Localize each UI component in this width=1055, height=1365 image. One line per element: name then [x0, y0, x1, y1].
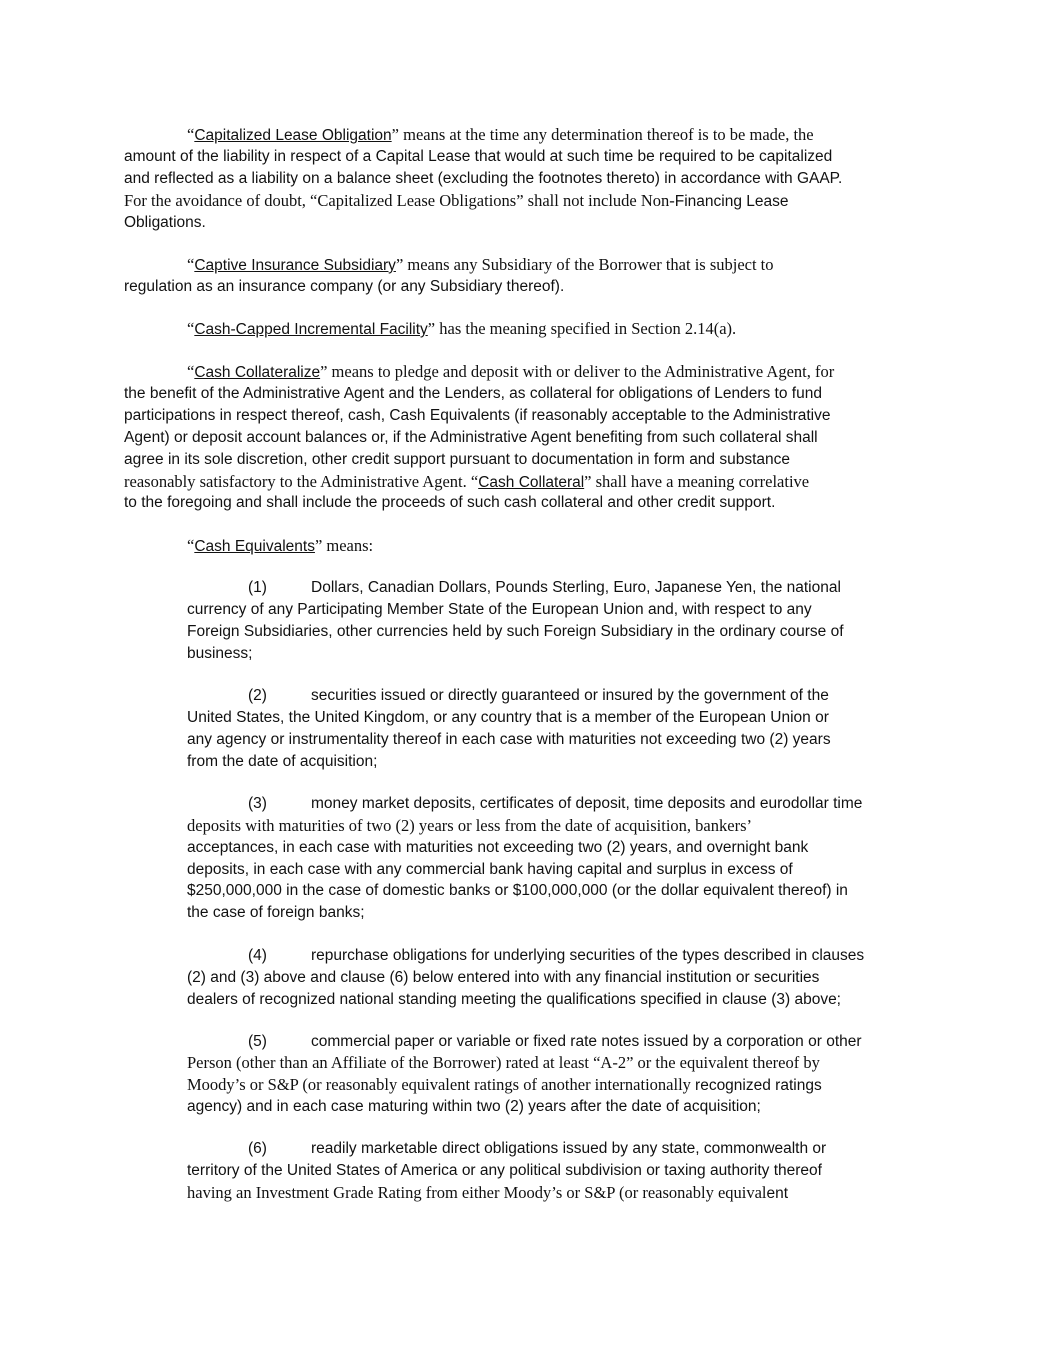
text-run: having an Investment Grade Rating from either Moody’s or S&P (or reasonably equival: [187, 1183, 767, 1202]
list-item-line: [187, 880, 848, 902]
text-run: Moody’s or S&P (or reasonably equivalent ratings of another internationally: [187, 1075, 696, 1094]
text-run: ent: [766, 1185, 789, 1202]
text-run: agree in its sole discretion, other credit support pursuant to documentation in form and substance: [124, 451, 791, 468]
defined-term: Cash-Capped Incremental Facility: [194, 321, 428, 338]
text-run: Agent) or deposit account balances or, if the Administrative Agent benefiting from such collateral shall: [124, 429, 818, 446]
text-run: ” shall have a meaning correlative: [584, 472, 810, 491]
list-item-number: (3): [248, 795, 267, 812]
list-item-line: [311, 945, 864, 967]
definition-line: [124, 212, 206, 234]
text-run: business;: [187, 645, 253, 662]
list-item-line: [187, 729, 831, 751]
text-run: United States, the United Kingdom, or any country that is a member of the European Union or: [187, 709, 829, 726]
text-run: “: [187, 536, 195, 555]
defined-term: Capitalized Lease Obligation: [194, 127, 392, 144]
text-run: acceptances, in each case with maturities not exceeding two (2) years, and overnight bank: [187, 839, 809, 856]
text-run: amount of the liability in respect of a Capital Lease that would at such time be required to be capitalized: [124, 148, 833, 165]
list-item-line: [311, 685, 829, 707]
list-item-line: [187, 599, 812, 621]
text-run: and reflected as a liability on a balance sheet (excluding the footnotes thereto) in accordance with GAAP.: [124, 170, 843, 187]
definition-line: [187, 535, 373, 557]
text-run: dealers of recognized national standing meeting the qualifications specified in clause (3) above;: [187, 991, 841, 1008]
text-run: Dollars, Canadian Dollars, Pounds Sterling, Euro, Japanese Yen, the national: [311, 579, 841, 596]
list-item-line: [311, 793, 862, 815]
list-item-line: [311, 577, 841, 599]
text-run: the benefit of the Administrative Agent and the Lenders, as collateral for obligations of Lenders to fund: [124, 385, 822, 402]
list-item-line: [187, 815, 752, 837]
text-run: readily marketable direct obligations issued by any state, commonwealth or: [311, 1140, 827, 1157]
defined-term: Captive Insurance Subsidiary: [194, 257, 396, 274]
text-run: commercial paper or variable or fixed rate notes issued by a corporation or other: [311, 1033, 862, 1050]
definition-line: [124, 449, 790, 471]
text-run: agency) and in each case maturing within two (2) years after the date of acquisition;: [187, 1098, 761, 1115]
list-item-line: [311, 1031, 862, 1053]
definition-line: [124, 276, 564, 298]
text-run: any agency or instrumentality thereof in each case with maturities not exceeding two (2) years: [187, 731, 831, 748]
list-item-number: (1): [248, 579, 267, 596]
list-item-line: [187, 707, 829, 729]
text-run: territory of the United States of America or any political subdivision or taxing authority thereof: [187, 1162, 822, 1179]
list-item-line: [187, 1074, 822, 1096]
defined-term: Cash Collateral: [478, 474, 585, 491]
definition-line: [187, 318, 736, 340]
text-run: $250,000,000 in the case of domestic banks or $100,000,000 (or the dollar equivalent thereof) in: [187, 882, 848, 899]
text-run: deposits with maturities of two (2) years or less from the date of acquisition, bankers’: [187, 816, 752, 835]
text-run: Financing Lease: [674, 193, 789, 210]
definition-line: [124, 146, 832, 168]
text-run: “: [187, 125, 195, 144]
text-run: ” means to pledge and deposit with or deliver to the Administrative Agent, for: [320, 362, 835, 381]
list-item-number: (6): [248, 1140, 267, 1157]
defined-term: Cash Equivalents: [194, 538, 315, 555]
definition-line: [124, 492, 775, 514]
text-run: Obligations.: [124, 214, 206, 231]
text-run: from the date of acquisition;: [187, 753, 378, 770]
definition-line: [187, 361, 834, 383]
list-item-line: [187, 967, 819, 989]
text-run: recognized ratings: [695, 1077, 822, 1094]
text-run: participations in respect thereof, cash, Cash Equivalents (if reasonably acceptable to the Administrative: [124, 407, 831, 424]
text-run: “: [187, 319, 195, 338]
definition-line: [124, 168, 842, 190]
text-run: regulation as an insurance company (or any Subsidiary thereof).: [124, 278, 565, 295]
list-item-line: [187, 621, 844, 643]
list-item-number: (2): [248, 687, 267, 704]
text-run: ” means any Subsidiary of the Borrower that is subject to: [395, 255, 774, 274]
list-item-line: [311, 1138, 826, 1160]
text-run: Person (other than an Affiliate of the Borrower) rated at least “A-2” or the equivalent thereof by: [187, 1053, 820, 1072]
list-item-line: [187, 751, 377, 773]
text-run: the case of foreign banks;: [187, 904, 365, 921]
list-item-line: [187, 1096, 761, 1118]
text-run: (2) and (3) above and clause (6) below entered into with any financial institution or securities: [187, 969, 820, 986]
text-run: repurchase obligations for underlying securities of the types described in clauses: [311, 947, 865, 964]
list-item-line: [187, 902, 365, 924]
definition-line: [124, 471, 809, 493]
list-item-line: [187, 1182, 788, 1204]
list-item-line: [187, 989, 841, 1011]
text-run: to the foregoing and shall include the proceeds of such cash collateral and other credit support.: [124, 494, 776, 511]
text-run: “: [187, 362, 195, 381]
text-run: “: [187, 255, 195, 274]
list-item-line: [187, 859, 793, 881]
definition-line: [124, 427, 818, 449]
text-run: money market deposits, certificates of deposit, time deposits and eurodollar time: [311, 795, 863, 812]
text-run: ” means at the time any determination thereof is to be made, the: [391, 125, 814, 144]
text-run: ” means:: [314, 536, 374, 555]
text-run: currency of any Participating Member State of the European Union and, with respect to any: [187, 601, 812, 618]
defined-term: Cash Collateralize: [194, 364, 321, 381]
list-item-line: [187, 1052, 820, 1074]
list-item-line: [187, 643, 252, 665]
definition-line: [187, 124, 814, 146]
text-run: securities issued or directly guaranteed or insured by the government of the: [311, 687, 829, 704]
list-item-line: [187, 837, 808, 859]
definition-line: [187, 254, 774, 276]
list-item-line: [187, 1160, 822, 1182]
text-run: Foreign Subsidiaries, other currencies held by such Foreign Subsidiary in the ordinary course of: [187, 623, 844, 640]
text-run: deposits, in each case with any commercial bank having capital and surplus in excess of: [187, 861, 793, 878]
text-run: reasonably satisfactory to the Administrative Agent. “: [124, 472, 479, 491]
definition-line: [124, 405, 831, 427]
list-item-number: (4): [248, 947, 267, 964]
definition-line: [124, 190, 789, 212]
list-item-number: (5): [248, 1033, 267, 1050]
text-run: ” has the meaning specified in Section 2.14(a).: [427, 319, 737, 338]
text-run: For the avoidance of doubt, “Capitalized Lease Obligations” shall not include Non-: [124, 191, 675, 210]
definition-line: [124, 383, 822, 405]
